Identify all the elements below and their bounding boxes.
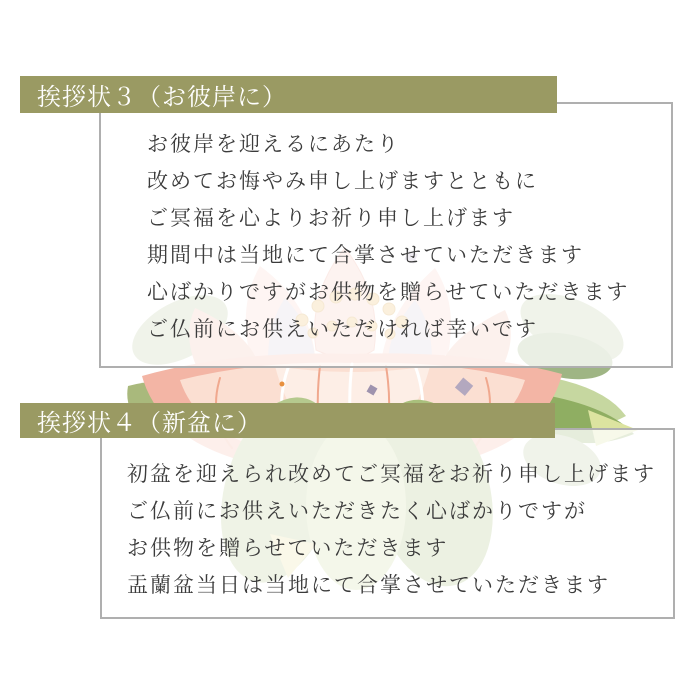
section-header-label: 挨拶状３（お彼岸に） [37, 85, 287, 111]
greeting-line: 盂蘭盆当日は当地にて合掌させていただきます [127, 574, 610, 597]
greeting-line: ご仏前にお供えいただければ幸いです [147, 318, 538, 341]
greeting-box-niibon [100, 428, 675, 619]
greeting-line: 初盆を迎えられ改めてご冥福をお祈り申し上げます [127, 463, 656, 486]
greeting-line: お供物を贈らせていただきます [127, 537, 449, 560]
greeting-line: 改めてお悔やみ申し上げますとともに [147, 170, 538, 193]
greeting-box-ohigan [99, 102, 673, 368]
greeting-line: ご冥福を心よりお祈り申し上げます [147, 207, 515, 230]
greeting-line: お彼岸を迎えるにあたり [147, 133, 400, 156]
section-header-ohigan [20, 76, 557, 113]
greeting-line: 心ばかりですがお供物を贈らせていただきます [147, 281, 630, 304]
greeting-line: 期間中は当地にて合掌させていただきます [147, 244, 584, 267]
greeting-line: ご仏前にお供えいただきたく心ばかりですが [127, 500, 587, 523]
section-header-label: 挨拶状４（新盆に） [37, 411, 262, 437]
section-header-niibon [20, 403, 555, 438]
